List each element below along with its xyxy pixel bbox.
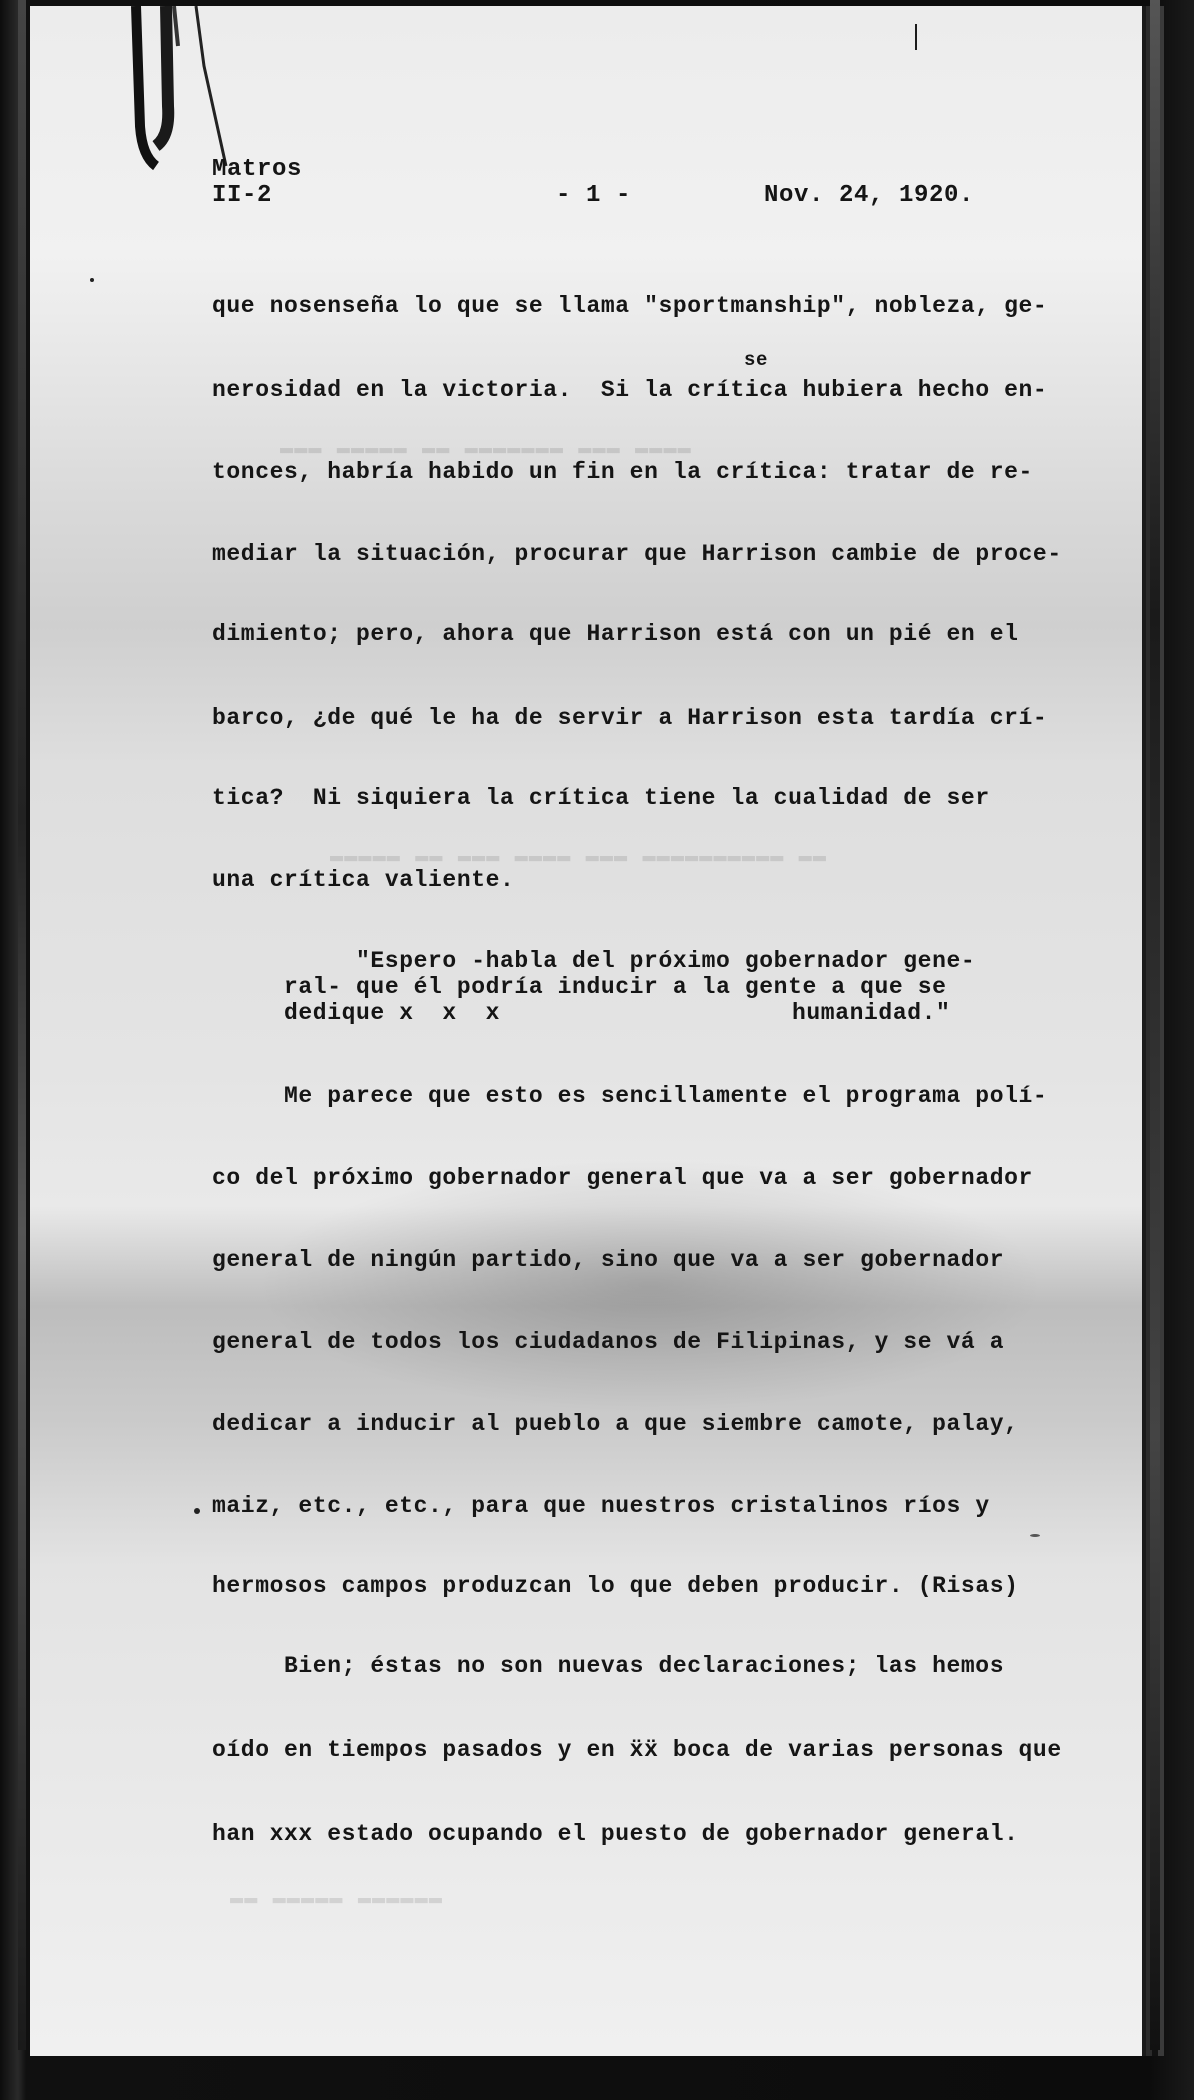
header-date: Nov. 24, 1920.	[764, 182, 975, 209]
ink-speck	[194, 1508, 200, 1514]
body-line: co del próximo gobernador general que va a ser gobernador	[212, 1165, 1033, 1191]
body-line: dedicar a inducir al pueblo a que siembre camote, palay,	[212, 1411, 1019, 1437]
typewritten-page	[30, 6, 1146, 2056]
body-line: general de todos los ciudadanos de Filipinas, y se vá a	[212, 1329, 1005, 1355]
body-line: Bien; éstas no son nuevas declaraciones; las hemos	[284, 1653, 1005, 1679]
margin-mark	[915, 24, 917, 50]
body-line: Me parece que esto es sencillamente el programa polí-	[284, 1083, 1048, 1109]
binding-edge	[18, 0, 26, 2050]
quote-line: dedique x x x	[284, 1000, 501, 1026]
body-line: nerosidad en la victoria. Si la crítica hubiera hecho en-	[212, 377, 1048, 403]
page-number: - 1 -	[556, 182, 632, 209]
body-line: tonces, habría habido un fin en la crítica: tratar de re-	[212, 459, 1033, 485]
body-line: dimiento; pero, ahora que Harrison está con un pié en el	[212, 621, 1019, 647]
body-line: barco, ¿de qué le ha de servir a Harrison esta tardía crí-	[212, 705, 1048, 731]
bleed-through-texture: ▬▬▬ ▬▬▬▬▬ ▬▬ ▬▬▬▬▬▬▬ ▬▬▬ ▬▬▬▬	[280, 436, 692, 461]
quote-line: humanidad."	[792, 1000, 951, 1026]
header-code: II-2	[212, 182, 273, 209]
quote-line: ral- que él podría inducir a la gente a que se	[284, 974, 947, 1000]
body-line: tica? Ni siquiera la crítica tiene la cualidad de ser	[212, 785, 990, 811]
body-line: una crítica valiente.	[212, 867, 515, 893]
stacked-pages-edge	[1150, 0, 1160, 2050]
ink-speck	[1030, 1534, 1040, 1537]
quote-line: "Espero -habla del próximo gobernador gene-	[356, 948, 976, 974]
body-line: que nosenseña lo que se llama "sportmanship", nobleza, ge-	[212, 293, 1048, 319]
header-name: Matros	[212, 156, 303, 183]
bleed-through-texture: ▬▬▬▬▬ ▬▬ ▬▬▬ ▬▬▬▬ ▬▬▬ ▬▬▬▬▬▬▬▬▬▬ ▬▬	[330, 844, 828, 869]
body-line: han xxx estado ocupando el puesto de gobernador general.	[212, 1821, 1019, 1847]
body-line: hermosos campos produzcan lo que deben producir. (Risas)	[212, 1573, 1019, 1599]
body-line: general de ningún partido, sino que va a ser gobernador	[212, 1247, 1005, 1273]
interlinear-insertion: se	[744, 349, 769, 371]
bleed-through-texture: ▬▬ ▬▬▬▬▬ ▬▬▬▬▬▬	[230, 1886, 444, 1911]
body-line: mediar la situación, procurar que Harrison cambie de proce-	[212, 541, 1062, 567]
body-line: oído en tiempos pasados y en ẍẍ boca de varias personas que	[212, 1737, 1062, 1763]
ink-speck	[90, 278, 94, 282]
body-line: maiz, etc., etc., para que nuestros cristalinos ríos y	[212, 1493, 990, 1519]
